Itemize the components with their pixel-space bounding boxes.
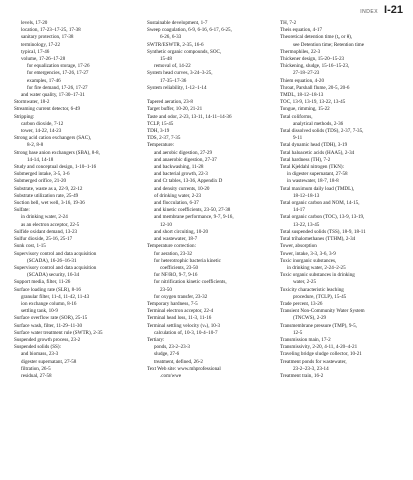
index-entry: and anaerobic digestion, 27-37	[154, 156, 217, 163]
index-entry: calculation of, 10-3, 10-4–10-7	[154, 329, 218, 336]
index-entry: 9-11	[293, 135, 303, 142]
index-entry: Tower, absorption	[280, 243, 317, 250]
index-entry: Sustainable development, 1-7	[147, 20, 208, 26]
index-entry: Tongue, rimming, 15-22	[280, 106, 330, 113]
index-entry: Toxic organic substances in drinking	[280, 272, 355, 279]
index-entry: filtration, 26-5	[21, 365, 51, 372]
index-entry: 17-35–17-36	[160, 77, 187, 84]
index-column-2	[147, 20, 274, 476]
index-entry: Text Web site: www.mhprofessional	[147, 365, 221, 372]
index-entry: and short circuiting, 10-20	[154, 228, 209, 235]
index-entry: Total trihalomethanes (TTHM), 2-34	[280, 236, 356, 243]
index-entry: in drinking water, 2-24	[21, 214, 68, 221]
index-entry: Temporary hardness, 7-5	[147, 300, 198, 307]
index-entry: System reliability, 1-12–1-14	[147, 84, 207, 91]
index-entry: Terminal electron acceptor, 22-4	[147, 308, 214, 315]
index-entry: and wastewater, 18-7	[154, 236, 198, 243]
index-entry: Supervisory control and data acquisition	[14, 264, 97, 271]
index-entry: Sulfur dioxide, 25-16, 25-17	[14, 236, 73, 243]
index-entry: removal of, 14-22	[154, 63, 191, 70]
index-entry: Stripping:	[14, 113, 35, 120]
index-entry: SWTR/ESWTR, 2-35, 16-6	[147, 41, 204, 48]
index-entry: and bacterial growth, 22-3	[154, 171, 208, 178]
index-entry: Sulfate:	[14, 207, 30, 214]
index-entry: TDH, 3-19	[147, 128, 170, 135]
index-entry: Total hardness (TH), 7-2	[280, 156, 331, 163]
index-entry: Total organic carbon (TOC), 13-9, 13-19,	[280, 214, 365, 221]
index-entry: Thiem equation, 4-20	[280, 77, 324, 84]
index-entry: Study and conceptual design, 1-10–1-16	[14, 164, 97, 171]
index-entry: and density currents, 10-20	[154, 185, 210, 192]
index-entry: TDS, 2-37, 7-35	[147, 135, 181, 142]
index-entry: in drinking water, 2-24–2-25	[287, 264, 346, 271]
index-entry: Taste and odor, 2-23, 13-11, 14-11–14-36	[147, 113, 232, 120]
index-entry: examples, 17-46	[27, 77, 61, 84]
index-entry: Trade percent, 13-26	[280, 300, 323, 307]
index-entry: Surface water treatment rule (SWTR), 2-35	[14, 329, 103, 336]
index-entry: for oxygen transfer, 23-32	[154, 293, 208, 300]
index-entry: sanitary protection, 17-38	[21, 34, 74, 41]
index-entry: location, 17-23–17-25, 17-38	[21, 27, 81, 34]
index-entry: sludge, 27-6	[154, 351, 180, 358]
index-entry: Support media, filter, 11-26	[14, 279, 71, 286]
index-entry: 14-17	[293, 207, 305, 214]
index-entry: 13-22, 13-45	[293, 221, 320, 228]
index-entry: Terminal head loss, 11-3, 11-16	[147, 315, 212, 322]
index-entry: 15-48	[160, 56, 172, 63]
index-entry: 8-2, 8-8	[27, 142, 44, 149]
index-entry	[147, 92, 274, 99]
index-entry: as an electron acceptor, 22-5	[21, 221, 80, 228]
index-entry: 18-12–18-13	[293, 192, 320, 199]
index-entry: tower, 14-22, 14-23	[21, 128, 62, 135]
index-entry: System head curves, 3-24–3-25,	[147, 70, 213, 77]
page-header	[360, 4, 403, 16]
index-entry: and kinetic coefficients, 23-50, 27-38	[154, 207, 231, 214]
index-entry: Strong base anion exchangers (SBA), 8-8,	[14, 149, 100, 156]
index-entry: Thermophiles, 22-3	[280, 48, 321, 55]
index-entry: Sweep coagulation, 6-9, 6-16, 6-17, 6-25,	[147, 27, 232, 34]
index-entry: .com/wwe	[160, 372, 182, 379]
index-entry: for fire demand, 17-26, 17-27	[27, 84, 88, 91]
index-entry: TH, 7-2	[280, 20, 297, 26]
index-entry: Strong acid cation exchangers (SAC),	[14, 135, 92, 142]
index-column-1	[14, 20, 141, 476]
index-columns	[14, 20, 407, 476]
index-entry: water, 2-25	[293, 279, 316, 286]
index-entry: Temperature:	[147, 142, 175, 149]
index-entry: Total dissolved solids (TDS), 2-37, 7-35,	[280, 128, 364, 135]
index-entry: Terminal settling velocity (vₛ), 10-3	[147, 322, 221, 329]
index-entry: Suspended solids (SS):	[14, 344, 61, 351]
index-entry: Toxicity characteristic leaching	[280, 286, 344, 293]
index-entry: Substrate utilization rate, 25-49	[14, 192, 79, 199]
index-entry: Thickening, sludge, 15-16–15-23,	[280, 63, 350, 70]
index-entry: TCLP, 15-45	[147, 120, 174, 127]
index-entry: see Detention time; Retention time	[293, 41, 365, 48]
index-entry: analytical methods, 2-36	[293, 120, 344, 127]
index-entry: Total coliforms,	[280, 113, 313, 120]
index-entry: Tertiary:	[147, 336, 165, 343]
index-entry: of drinking water, 2-23	[154, 192, 202, 199]
index-entry: 6-26, 6-33	[160, 34, 182, 41]
index-entry: and water quality, 17-30–17-31	[21, 92, 85, 99]
index-entry: Theoretical detention time (t₀ or θ),	[280, 34, 353, 41]
index-entry: TOC, 13-9, 13-19, 13-22, 13-45	[280, 99, 346, 106]
index-entry: Theis equation, 4-17	[280, 27, 323, 34]
index-entry: Surface loading rate (SLR), 8-16	[14, 286, 81, 293]
index-entry: Transmission main, 17-2	[280, 336, 331, 343]
index-entry: Streaming current detector, 6-49	[14, 106, 80, 113]
index-entry: Traveling bridge sludge collector, 10-21	[280, 351, 362, 358]
index-entry: Total haloacetic acids (HAA5), 2-34	[280, 149, 355, 156]
index-entry: Total suspended solids (TSS), 18-9, 18-11	[280, 228, 366, 235]
index-entry: and membrane performance, 9-7, 9-16,	[154, 214, 234, 221]
index-entry: Total organic carbon and NOM, 14-15,	[280, 200, 360, 207]
index-entry: Stormwater, 18-2	[14, 99, 50, 106]
index-entry: Thickener design, 15-20–15-23	[280, 56, 345, 63]
index-entry: levels, 17-20	[21, 20, 48, 26]
index-entry: Transient Non-Community Water System	[280, 308, 365, 315]
index-entry: Substrate, waste as a, 22-9, 22-12	[14, 185, 83, 192]
index-entry: Supervisory control and data acquisition	[14, 250, 97, 257]
index-entry: coefficients, 23-50	[160, 264, 199, 271]
index-entry: typical, 17-46	[21, 48, 50, 55]
index-entry: Total Kjeldahl nitrogen (TKN):	[280, 164, 345, 171]
index-entry: and aerobic digestion, 27-29	[154, 149, 212, 156]
index-entry: 23-50	[160, 286, 172, 293]
index-entry: 12-5	[293, 329, 303, 336]
index-entry: for aeration, 23-32	[154, 250, 193, 257]
index-entry: Transmembrane pressure (TMP), 9-5,	[280, 322, 357, 329]
index-entry: volume, 17-26–17-28	[21, 56, 66, 63]
page-number: I-21	[384, 4, 403, 16]
index-entry: Transmissivity, 2-20, 4-11, 4-20–4-21	[280, 344, 358, 351]
index-entry: and Ct tables, 13-36, Appendix D	[154, 178, 223, 185]
index-entry: settling tank, 10-9	[21, 308, 58, 315]
index-entry: Tapered aeration, 23-8	[147, 99, 193, 106]
index-entry: for heterotrophic bacteria kinetic	[154, 257, 221, 264]
index-entry: (SCADA) security, 16-34	[27, 272, 80, 279]
index-entry: Submerged intake, 3-5, 3-6	[14, 171, 70, 178]
index-entry: Suction bell, wet well, 3-16, 19-36	[14, 200, 85, 207]
index-entry: Tower, intake, 3-3, 3-6, 3-9	[280, 250, 336, 257]
index-entry: ion exchange column, 8-16	[21, 300, 77, 307]
index-entry: and backwashing, 11-28	[154, 164, 204, 171]
index-entry: 14-14, 14-18	[27, 156, 54, 163]
index-entry: granular filter, 11-4, 11-42, 11-43	[21, 293, 90, 300]
index-entry: residual, 27-58	[21, 372, 52, 379]
index-entry: Total dynamic head (TDH), 3-19	[280, 142, 348, 149]
index-entry: for NF/RO, 9-7, 9-16	[154, 272, 198, 279]
index-column-3	[280, 20, 407, 476]
index-entry: in wastewater, 18-7, 18-8	[287, 178, 339, 185]
index-entry: in digester supernatant, 27-58	[287, 171, 348, 178]
index-entry: 27-18–27-23	[293, 70, 320, 77]
index-entry: 12-10	[160, 221, 172, 228]
index-entry: procedure, (TCLP), 15-45	[293, 293, 347, 300]
index-entry: and biomass, 23-3	[21, 351, 59, 358]
index-entry: Temperature correction:	[147, 243, 196, 250]
index-entry: Toxic inorganic substances,	[280, 257, 337, 264]
index-entry: Submerged orifice, 21-20	[14, 178, 67, 185]
index-entry: and flocculation, 6-37	[154, 200, 199, 207]
index-entry: for equalization storage, 17-26	[27, 63, 90, 70]
index-entry: Surface wash, filter, 11-29–11-30	[14, 322, 83, 329]
index-entry: Sulfide oxidant demand, 13-23	[14, 228, 78, 235]
index-entry: Surface overflow rate (SOR), 25-15	[14, 315, 88, 322]
index-entry: ponds, 23-2–23-3	[154, 344, 190, 351]
running-head: INDEX	[360, 9, 379, 15]
index-entry: (TNCWS), 2-29	[293, 315, 327, 322]
index-entry: Sunk cost, 1-15	[14, 243, 46, 250]
index-entry: 23-2–23-3, 23-14	[293, 365, 329, 372]
index-entry: terminology, 17-22	[21, 41, 60, 48]
index-entry: Suspended growth process, 23-2	[14, 336, 81, 343]
index-entry: (SCADA), 16-26–16-31	[27, 257, 77, 264]
index-entry: for nitrification kinetic coefficients,	[154, 279, 227, 286]
index-entry: Target buffer, 10-20, 21-21	[147, 106, 203, 113]
index-entry: digester supernatant, 27-58	[21, 358, 77, 365]
index-entry: Synthetic organic compounds, SOC,	[147, 48, 222, 55]
index-entry: carbon dioxide, 7-12	[21, 120, 64, 127]
index-entry: TMDL, 18-12–18-13	[280, 92, 324, 99]
index-entry: for emergencies, 17-26, 17-27	[27, 70, 89, 77]
index-entry: Throat, Parshall flume, 20-5, 20-6	[280, 84, 350, 91]
index-entry: Treatment train, 16-2	[280, 372, 324, 379]
index-entry: treatment, defined, 26-2	[154, 358, 203, 365]
index-entry: Total maximum daily load (TMDL),	[280, 185, 355, 192]
index-entry: Treatment ponds for wastewater,	[280, 358, 347, 365]
